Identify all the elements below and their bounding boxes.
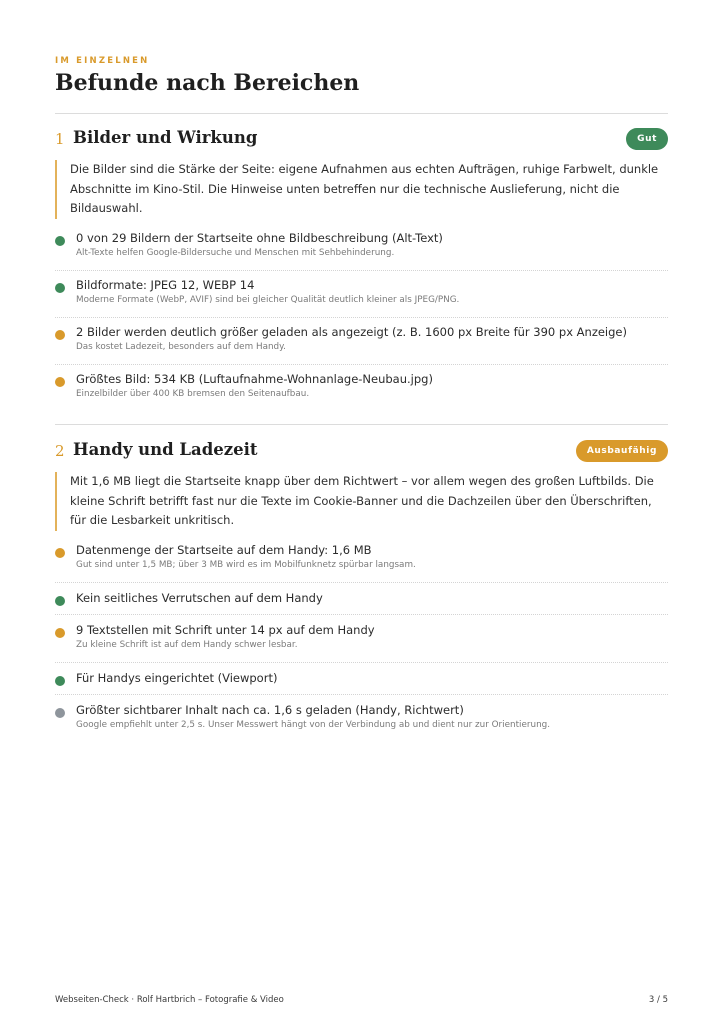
status-dot — [55, 676, 65, 686]
status-dot — [55, 377, 65, 387]
status-badge: Ausbaufähig — [576, 440, 668, 462]
section-summary: Mit 1,6 MB liegt die Startseite knapp über dem Richtwert – vor allem wegen des großen Luftbilds. Die kleine Schrift betrifft fast nur die Texte im Cookie-Banner und die Dachzeilen über den Überschriften, für die Lesbarkeit unkritisch. — [55, 472, 668, 531]
item-description: Moderne Formate (WebP, AVIF) sind bei gleicher Qualität deutlich kleiner als JPEG/PNG. — [76, 294, 460, 305]
list-item — [55, 231, 668, 271]
status-dot — [55, 708, 65, 718]
list-item — [55, 703, 668, 742]
section-mobile — [55, 440, 668, 742]
status-dot — [55, 548, 65, 558]
section-title: Bilder und Wirkung — [73, 128, 258, 147]
footer-text: Webseiten-Check · Rolf Hartbrich – Fotografie & Video — [55, 995, 284, 1005]
page-number: 3 / 5 — [648, 995, 668, 1005]
list-item — [55, 278, 668, 318]
list-item — [55, 372, 668, 411]
item-title: Größter sichtbarer Inhalt nach ca. 1,6 s geladen (Handy, Richtwert) — [76, 702, 464, 717]
section-number: 1 — [55, 130, 65, 148]
status-dot — [55, 596, 65, 606]
item-description: Einzelbilder über 400 KB bremsen den Seitenaufbau. — [76, 388, 310, 399]
findings-list — [55, 231, 668, 411]
item-title: Kein seitliches Verrutschen auf dem Handy — [76, 590, 323, 605]
list-item — [55, 671, 668, 695]
section-number: 2 — [55, 442, 65, 460]
item-title: Für Handys eingerichtet (Viewport) — [76, 670, 278, 685]
item-title: 2 Bilder werden deutlich größer geladen als angezeigt (z. B. 1600 px Breite für 390 px Anzeige) — [76, 324, 627, 339]
item-description: Zu kleine Schrift ist auf dem Handy schwer lesbar. — [76, 639, 298, 650]
item-title: 0 von 29 Bildern der Startseite ohne Bildbeschreibung (Alt-Text) — [76, 230, 443, 245]
status-dot — [55, 330, 65, 340]
item-title: 9 Textstellen mit Schrift unter 14 px auf dem Handy — [76, 622, 375, 637]
findings-list — [55, 543, 668, 742]
item-description: Alt-Texte helfen Google-Bildersuche und Menschen mit Sehbehinderung. — [76, 247, 395, 258]
section-header — [55, 128, 668, 154]
list-item — [55, 325, 668, 365]
divider — [55, 424, 668, 425]
status-dot — [55, 628, 65, 638]
page-title: Befunde nach Bereichen — [55, 70, 360, 96]
section-title: Handy und Ladezeit — [73, 440, 258, 459]
status-dot — [55, 236, 65, 246]
item-description: Das kostet Ladezeit, besonders auf dem Handy. — [76, 341, 286, 352]
status-dot — [55, 283, 65, 293]
section-header — [55, 440, 668, 466]
section-summary: Die Bilder sind die Stärke der Seite: eigene Aufnahmen aus echten Aufträgen, ruhige Farbwelt, dunkle Abschnitte im Kino-Stil. Die Hinweise unten betreffen nur die technische Auslieferung, nicht die Bildauswahl. — [55, 160, 668, 219]
list-item — [55, 543, 668, 583]
section-images — [55, 128, 668, 411]
item-title: Größtes Bild: 534 KB (Luftaufnahme-Wohnanlage-Neubau.jpg) — [76, 371, 433, 386]
item-description: Gut sind unter 1,5 MB; über 3 MB wird es im Mobilfunknetz spürbar langsam. — [76, 559, 416, 570]
list-item — [55, 591, 668, 615]
eyebrow-label: IM EINZELNEN — [55, 56, 150, 66]
status-badge: Gut — [626, 128, 668, 150]
item-title: Bildformate: JPEG 12, WEBP 14 — [76, 277, 255, 292]
list-item — [55, 623, 668, 663]
divider — [55, 113, 668, 114]
item-title: Datenmenge der Startseite auf dem Handy: 1,6 MB — [76, 542, 372, 557]
item-description: Google empfiehlt unter 2,5 s. Unser Messwert hängt von der Verbindung ab und dient nur zur Orientierung. — [76, 719, 551, 730]
